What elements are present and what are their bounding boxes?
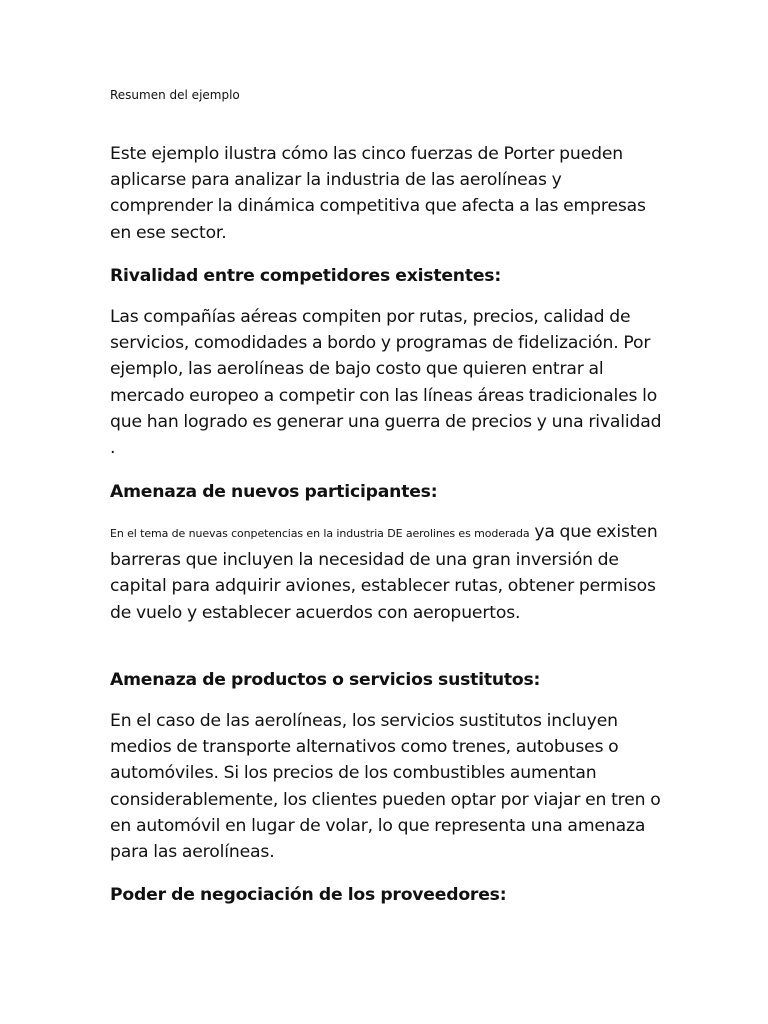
substitutes-paragraph: En el caso de las aerolíneas, los servicios sustitutos incluyen medios de transporte alternativos como trenes, autobuses o automóviles. Si los precios de los combustibles aumentan considerablemente, los clientes pueden optar por viajar en tren o en automóvil en lugar de volar, lo que representa una amenaza para las aerolíneas.	[110, 711, 661, 863]
intro-paragraph: Este ejemplo ilustra cómo las cinco fuerzas de Porter pueden aplicarse para analizar la industria de las aerolíneas y comprender la dinámica competitiva que afecta a las empresas en ese sector.	[110, 144, 646, 243]
heading-rivalry: Rivalidad entre competidores existentes:	[110, 266, 502, 286]
heading-substitutes: Amenaza de productos o servicios sustitutos:	[110, 670, 541, 690]
heading-suppliers: Poder de negociación de los proveedores:	[110, 885, 507, 905]
document-title: Resumen del ejemplo	[110, 88, 240, 102]
rivalry-paragraph: Las compañías aéreas compiten por rutas, precios, calidad de servicios, comodidades a bordo y programas de fidelización. Por ejemplo, las aerolíneas de bajo costo que quieren entrar al mercado europeo a competir con las líneas áreas tradicionales lo que han logrado es generar una guerra de precios y una rivalidad .	[110, 307, 662, 459]
new-entrants-text: ya que existen barreras que incluyen la necesidad de una gran inversión de capital para adquirir aviones, establecer rutas, obtener permisos de vuelo y establecer acuerdos con aeropuertos.	[110, 522, 658, 623]
heading-new-entrants: Amenaza de nuevos participantes:	[110, 482, 438, 502]
new-entrants-paragraph	[110, 519, 666, 626]
new-entrants-small-text: En el tema de nuevas conpetencias en la industria DE aerolines es moderada	[110, 527, 530, 540]
